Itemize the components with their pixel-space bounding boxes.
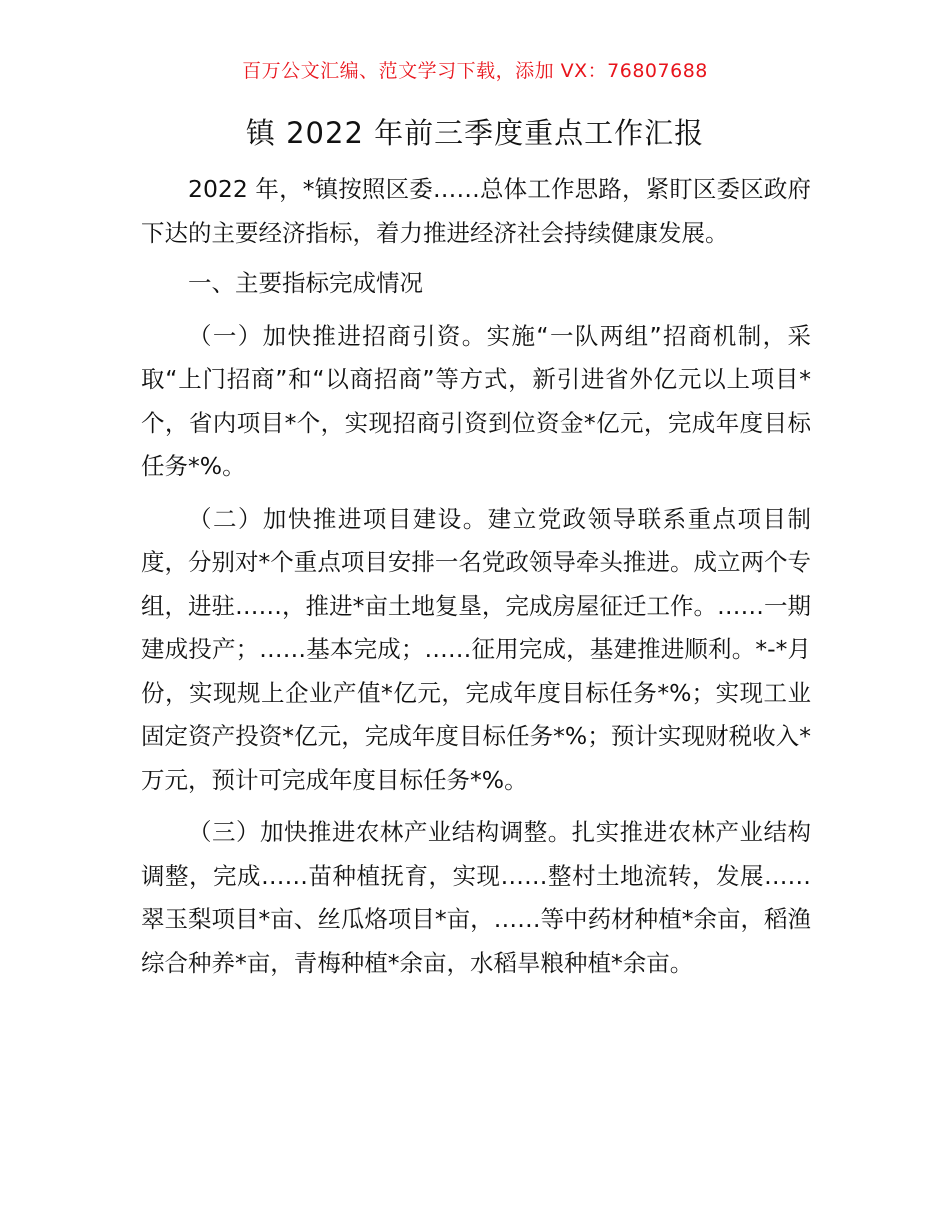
header-notice: 百万公文汇编、范文学习下载，添加 VX：76807688 xyxy=(242,60,708,82)
document-body xyxy=(141,168,811,985)
project-construction-paragraph: （二）加快推进项目建设。建立党政领导联系重点项目制度，分别对*个重点项目安排一名党政领导牵头推进。成立两个专组，进驻……，推进*亩土地复垦，完成房屋征迁工作。……一期建成投产；……基本完成；……征用完成，基建推进顺利。*-*月份，实现规上企业产值*亿元，完成年度目标任务*%；实现工业固定资产投资*亿元，完成年度目标任务*%；预计实现财税收入*万元，预计可完成年度目标任务*%。 xyxy=(141,504,811,794)
investment-paragraph: （一）加快推进招商引资。实施“一队两组”招商机制，采取“上门招商”和“以商招商”等方式，新引进省外亿元以上项目*个，省内项目*个，实现招商引资到位资金*亿元，完成年度目标任务*%。 xyxy=(141,321,811,480)
section-heading: 一、主要指标完成情况 xyxy=(188,269,423,297)
intro-paragraph: 2022 年，*镇按照区委……总体工作思路，紧盯区委区政府下达的主要经济指标，着力推进经济社会持续健康发展。 xyxy=(141,175,811,247)
agriculture-paragraph: （三）加快推进农林产业结构调整。扎实推进农林产业结构调整，完成……苗种植抚育，实现……整村土地流转，发展……翠玉梨项目*亩、丝瓜烙项目*亩，……等中药材种植*余亩，稻渔综合种养*亩，青梅种植*余亩，水稻旱粮种植*余亩。 xyxy=(141,818,811,977)
document-title: 镇 2022 年前三季度重点工作汇报 xyxy=(245,116,705,150)
